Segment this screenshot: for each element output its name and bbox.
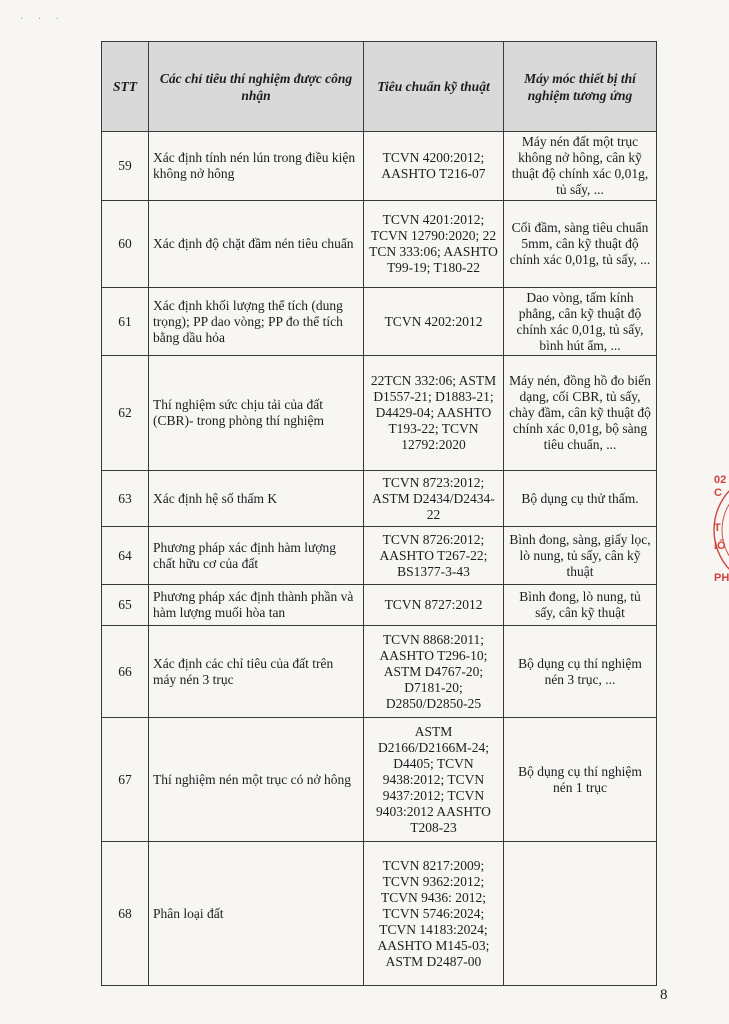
row-standard: TCVN 4200:2012; AASHTO T216-07 — [364, 132, 504, 201]
row-equipment: Máy nén, đồng hồ đo biến dạng, cối CBR, tủ sấy, chày đầm, cân kỹ thuật độ chính xác 0,01g, bộ sàng tiêu chuẩn, ... — [504, 356, 657, 471]
header-equipment: Máy móc thiết bị thí nghiệm tương ứng — [504, 42, 657, 132]
seal-text: 02 — [714, 474, 727, 486]
row-stt: 65 — [102, 585, 149, 626]
row-criteria: Thí nghiệm sức chịu tải của đất (CBR)- trong phòng thí nghiệm — [149, 356, 364, 471]
row-equipment: Cối đầm, sàng tiêu chuẩn 5mm, cân kỹ thuật độ chính xác 0,01g, tủ sấy, ... — [504, 201, 657, 288]
row-stt: 61 — [102, 288, 149, 356]
table-row — [102, 356, 657, 471]
row-criteria: Phương pháp xác định hàm lượng chất hữu cơ của đất — [149, 527, 364, 585]
test-criteria-table — [101, 41, 657, 986]
row-stt: 64 — [102, 527, 149, 585]
header-criteria: Các chỉ tiêu thí nghiệm được công nhận — [149, 42, 364, 132]
table-row — [102, 288, 657, 356]
row-stt: 62 — [102, 356, 149, 471]
seal-text: T — [714, 522, 721, 534]
page-number: 8 — [660, 987, 668, 1003]
row-stt: 66 — [102, 626, 149, 718]
row-stt: 59 — [102, 132, 149, 201]
row-stt: 68 — [102, 842, 149, 986]
row-equipment: Dao vòng, tấm kính phẳng, cân kỹ thuật độ chính xác 0,01g, tủ sấy, bình hút ẩm, ... — [504, 288, 657, 356]
red-seal-stamp — [702, 460, 729, 600]
table-row — [102, 718, 657, 842]
row-equipment: Bộ dụng cụ thí nghiệm nén 1 trục — [504, 718, 657, 842]
scan-artifact: · · · — [20, 14, 65, 25]
row-standard: TCVN 8727:2012 — [364, 585, 504, 626]
row-standard: TCVN 4201:2012; TCVN 12790:2020; 22 TCN 333:06; AASHTO T99-19; T180-22 — [364, 201, 504, 288]
table-header-row — [102, 42, 657, 132]
row-equipment: Bộ dụng cụ thí nghiệm nén 3 trục, ... — [504, 626, 657, 718]
row-equipment: Bình đong, sàng, giấy lọc, lò nung, tủ sấy, cân kỹ thuật — [504, 527, 657, 585]
seal-text: C — [714, 487, 722, 499]
row-criteria: Phân loại đất — [149, 842, 364, 986]
row-equipment: Máy nén đất một trục không nở hông, cân kỹ thuật độ chính xác 0,01g, tủ sấy, ... — [504, 132, 657, 201]
row-standard: TCVN 8726:2012; AASHTO T267-22; BS1377-3-43 — [364, 527, 504, 585]
row-criteria: Xác định các chỉ tiêu của đất trên máy nén 3 trục — [149, 626, 364, 718]
row-standard: 22TCN 332:06; ASTM D1557-21; D1883-21; D4429-04; AASHTO T193-22; TCVN 12792:2020 — [364, 356, 504, 471]
row-criteria: Xác định khối lượng thể tích (dung trọng); PP dao vòng; PP đo thể tích bằng dầu hỏa — [149, 288, 364, 356]
row-criteria: Xác định hệ số thấm K — [149, 471, 364, 527]
row-equipment — [504, 842, 657, 986]
table-row — [102, 132, 657, 201]
row-stt: 67 — [102, 718, 149, 842]
table-row — [102, 626, 657, 718]
table-row — [102, 471, 657, 527]
row-criteria: Xác định tính nén lún trong điều kiện không nở hông — [149, 132, 364, 201]
row-criteria: Xác định độ chặt đầm nén tiêu chuẩn — [149, 201, 364, 288]
seal-text: PH — [714, 572, 729, 584]
row-stt: 60 — [102, 201, 149, 288]
seal-text: IỐ — [714, 540, 726, 552]
row-standard: ASTM D2166/D2166M-24; D4405; TCVN 9438:2012; TCVN 9437:2012; TCVN 9403:2012 AASHTO T208-23 — [364, 718, 504, 842]
row-equipment: Bình đong, lò nung, tủ sấy, cân kỹ thuật — [504, 585, 657, 626]
row-standard: TCVN 8868:2011; AASHTO T296-10; ASTM D4767-20; D7181-20; D2850/D2850-25 — [364, 626, 504, 718]
row-standard: TCVN 4202:2012 — [364, 288, 504, 356]
row-standard: TCVN 8723:2012; ASTM D2434/D2434-22 — [364, 471, 504, 527]
row-criteria: Thí nghiệm nén một trục có nở hông — [149, 718, 364, 842]
header-standard: Tiêu chuẩn kỹ thuật — [364, 42, 504, 132]
table-row — [102, 585, 657, 626]
row-stt: 63 — [102, 471, 149, 527]
table-row — [102, 201, 657, 288]
row-criteria: Phương pháp xác định thành phần và hàm lượng muối hòa tan — [149, 585, 364, 626]
row-standard: TCVN 8217:2009; TCVN 9362:2012; TCVN 9436: 2012; TCVN 5746:2024; TCVN 14183:2024; AASHTO M145-03; ASTM D2487-00 — [364, 842, 504, 986]
row-equipment: Bộ dụng cụ thử thấm. — [504, 471, 657, 527]
header-stt: STT — [102, 42, 149, 132]
table-row — [102, 842, 657, 986]
table-row — [102, 527, 657, 585]
